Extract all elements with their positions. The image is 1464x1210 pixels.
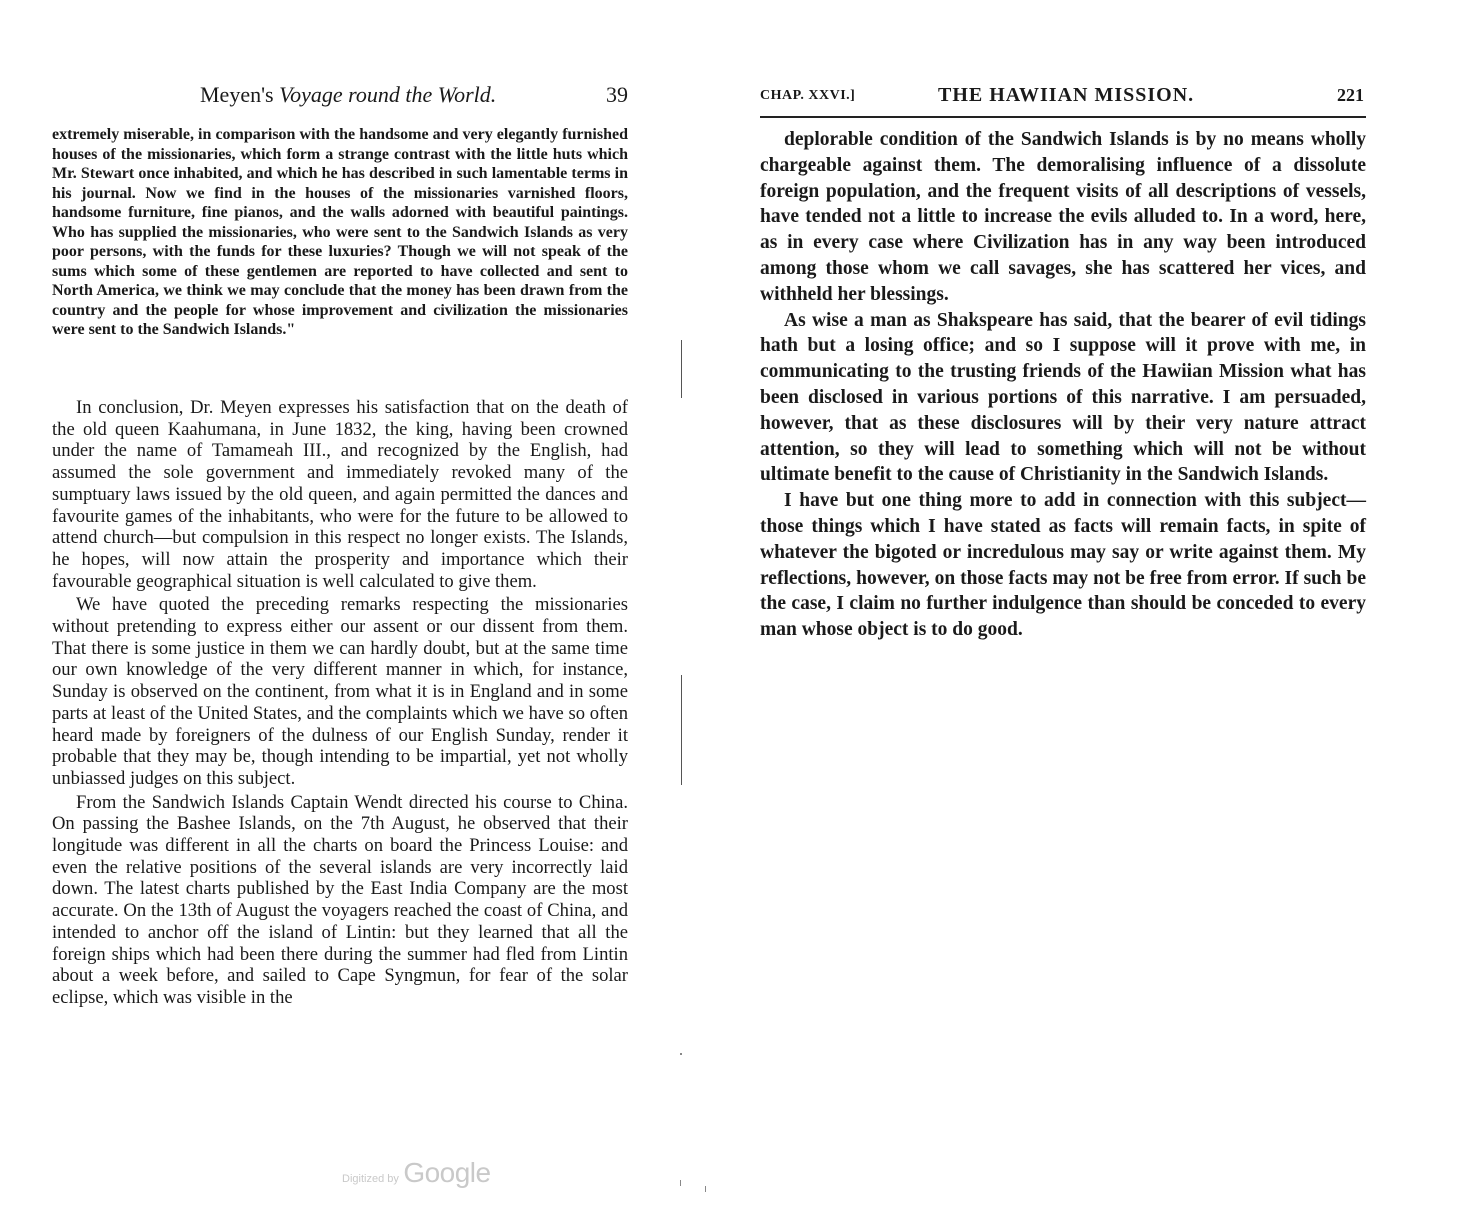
gutter-mark [681, 340, 682, 398]
paragraph: I have but one thing more to add in connection with this subject—those things which I have stated as facts will remain facts, in spite of whatever the bigoted or incredulous may say or write against them. My reflections, however, on those facts may not be free from error. If such be the case, I claim no further indulgence than should be conceded to every man whose object is to do good. [760, 490, 1366, 641]
right-page-number: 221 [1337, 85, 1364, 105]
watermark-prefix: Digitized by [342, 1173, 399, 1185]
right-header-title: THE HAWIIAN MISSION. [938, 84, 1195, 106]
paragraph: deplorable condition of the Sandwich Islands is by no means wholly chargeable against them. The demoralising influence of a dissolute foreign population, and the frequent visits of all descriptions of vessels, have tended not a little to increase the evils alluded to. In a word, here, as in every case where Civilization has in any way been introduced among those whom we call savages, she has scattered her vices, and withheld her blessings. [760, 129, 1366, 305]
scan-speck [705, 1186, 706, 1192]
chapter-label: CHAP. XXVI.] [760, 88, 856, 103]
paragraph: From the Sandwich Islands Captain Wendt directed his course to China. On passing the Bashee Islands, on the 7th August, he observed that their longitude was different in all the charts on board the Princess Louise: and even the relative positions of the several islands are very incorrectly laid down. The latest charts published by the East India Company are the most accurate. On the 13th of August the voyagers reached the coast of China, and intended to anchor off the island of Lintin: but they learned that all the foreign ships which had been there during the summer had fled from Lintin about a week before, and sailed to Cape Syngmun, for fear of the solar eclipse, which was visible in the [52, 791, 628, 1008]
paragraph: We have quoted the preceding remarks respecting the missionaries without pretending to express either our assent or our dissent from them. That there is some justice in them we can hardly doubt, but at the same time our own knowledge of the very different manner in which, for instance, Sunday is observed on the continent, from what it is in England and in some parts at least of the United States, and the complaints which we have so often heard made by foreigners of the dulness of our English Sunday, render it probable that they may be, though intending to be impartial, yet not wholly unbiassed judges on this subject. [52, 594, 628, 789]
paragraph: As wise a man as Shakspeare has said, that the bearer of evil tidings hath but a losing office; and so I suppose will it prove with me, in communicating to the trusting friends of the Hawiian Mission what has been disclosed in various portions of this narrative. I am persuaded, however, that as these disclosures will by their very nature attract attention, so they will lead to something which will not be without ultimate benefit to the cause of Christianity in the Sandwich Islands. [760, 309, 1366, 486]
google-logo: Google [403, 1157, 491, 1188]
left-body-text [52, 397, 628, 1009]
left-header-title: Meyen's Voyage round the World. [200, 82, 497, 107]
right-running-header [760, 84, 1366, 118]
gutter-mark [681, 675, 682, 785]
paragraph: In conclusion, Dr. Meyen expresses his satisfaction that on the death of the old queen Kaahumana, in June 1832, the king, having been crowned under the name of Tamameah III., and recognized by the English, had assumed the sole government and immediately revoked many of the sumptuary laws issued by the old queen, and again permitted the dances and favourite games of the inhabitants, who were for the future to be allowed to attend church—but compulsion in this respect no longer exists. The Islands, he hopes, will now attain the prosperity and importance which their favourable geographical situation is well calculated to give them. [52, 397, 628, 592]
right-body-text [760, 127, 1366, 643]
quoted-passage: extremely miserable, in comparison with the handsome and very elegantly furnished houses of the missionaries, which form a strange contrast with the little huts which Mr. Stewart once inhabited, and which he has described in such lamentable terms in his journal. Now we find in the houses of the missionaries varnished floors, handsome furniture, fine pianos, and the walls adorned with beautiful paintings. Who has supplied the missionaries, who were sent to the Sandwich Islands as very poor persons, with the funds for these luxuries? Though we will not speak of the sums which some of these gentlemen are reported to have collected and sent to North America, we think we may conclude that the money has been drawn from the country and the people for whose improvement and civilization the missionaries were sent to the Sandwich Islands." [52, 126, 628, 339]
left-running-header [52, 82, 628, 112]
scan-speck [680, 1053, 682, 1055]
left-page-number: 39 [606, 82, 628, 107]
digitized-watermark [342, 1157, 491, 1189]
scan-speck [680, 1180, 681, 1186]
